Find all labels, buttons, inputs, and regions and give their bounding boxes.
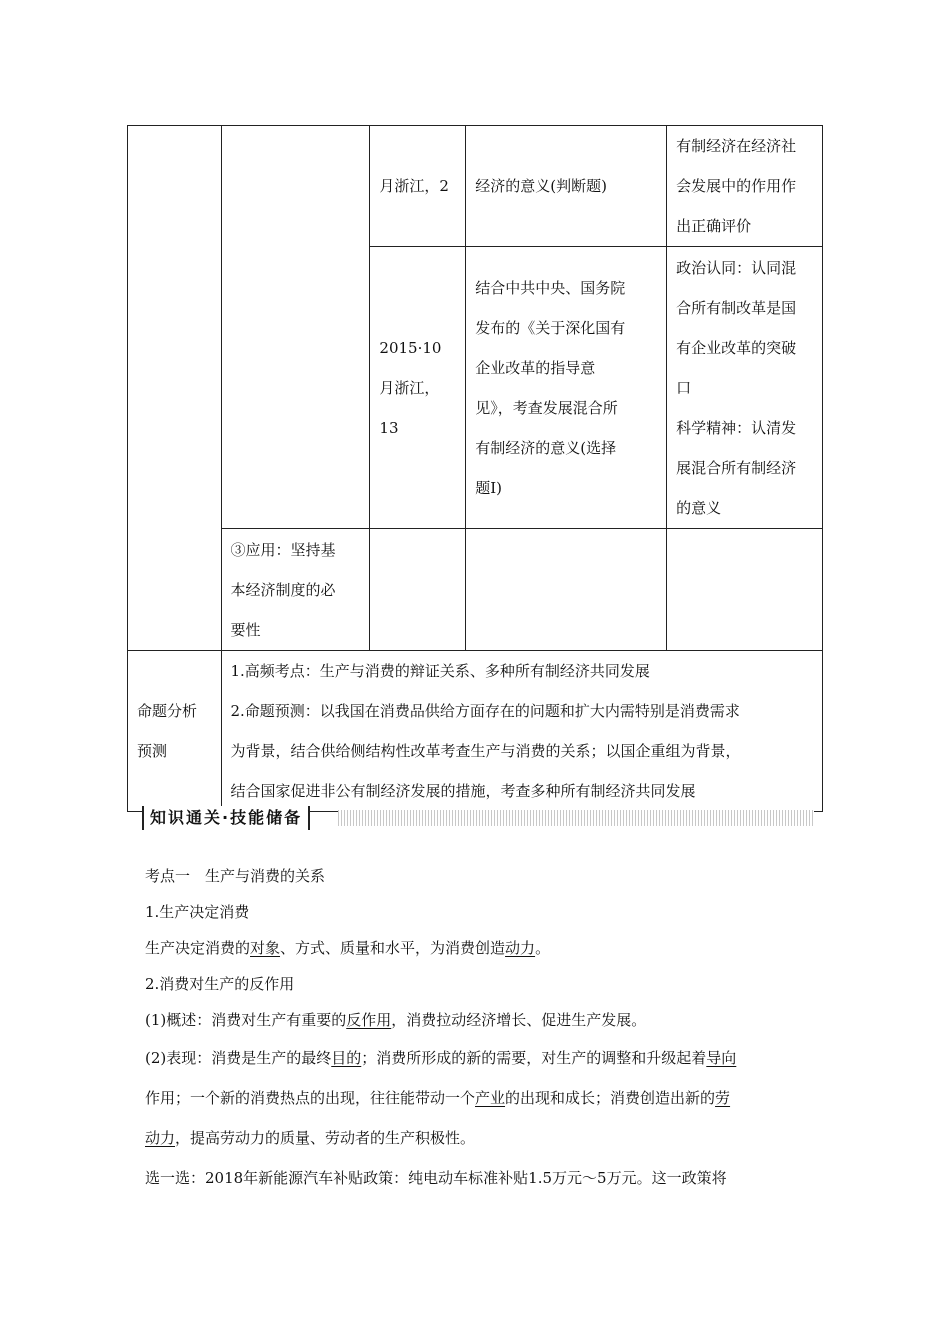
topic-heading: 考点一 生产与消费的关系 <box>145 867 326 885</box>
exam-time-cell: 月浙江，2 <box>370 126 466 247</box>
goal-cell: 有制经济在经济社 会发展中的作用作 出正确评价 <box>667 126 823 247</box>
banner-stripe <box>338 810 814 826</box>
table-row <box>128 126 823 247</box>
exam-content-cell: 结合中共中央、国务院 发布的《关于深化国有 企业改革的指导意 见》，考查发展混合所 有制经济的意义(选择 题Ⅰ) <box>466 247 667 529</box>
section-banner-title: 知识通关·技能储备 <box>142 806 310 830</box>
empty-cell <box>221 126 370 529</box>
empty-cell <box>370 529 466 651</box>
knowledge-point-cell: ③应用：坚持基 本经济制度的必 要性 <box>221 529 370 651</box>
paragraph: (1)概述：消费对生产有重要的反作用，消费拉动经济增长、促进生产发展。 <box>145 1011 647 1029</box>
paragraph: (2)表现：消费是生产的最终目的；消费所形成的新的需要，对生产的调整和升级起着导向 <box>145 1049 737 1067</box>
exam-table <box>127 125 823 812</box>
analysis-row <box>128 651 823 812</box>
analysis-label-cell: 命题分析 预测 <box>128 651 222 812</box>
paragraph: 作用；一个新的消费热点的出现，往往能带动一个产业的出现和成长；消费创造出新的劳 <box>145 1089 731 1107</box>
table-row <box>128 529 823 651</box>
empty-cell <box>667 529 823 651</box>
section-title: 1.生产决定消费 <box>145 903 250 921</box>
empty-cell <box>128 126 222 651</box>
analysis-content-cell: 1.高频考点：生产与消费的辩证关系、多种所有制经济共同发展 2.命题预测：以我国在消费品供给方面存在的问题和扩大内需特别是消费需求 为背景，结合供给侧结构性改革考查生产与消费的关系；以国企重组为背景， 结合国家促进非公有制经济发展的措施，考查多种所有制经济共同发展 <box>221 651 823 812</box>
study-content <box>145 858 815 1198</box>
goal-cell: 政治认同：认同混 合所有制改革是国 有企业改革的突破 口 科学精神：认清发 展混合所有制经济 的意义 <box>667 247 823 529</box>
exam-content-cell: 经济的意义(判断题) <box>466 126 667 247</box>
paragraph: 动力，提高劳动力的质量、劳动者的生产积极性。 <box>145 1129 476 1147</box>
exam-time-cell: 2015·10 月浙江，13 <box>370 247 466 529</box>
empty-cell <box>466 529 667 651</box>
paragraph: 生产决定消费的对象、方式、质量和水平，为消费创造动力。 <box>145 939 551 957</box>
section-title: 2.消费对生产的反作用 <box>145 975 295 993</box>
paragraph: 选一选：2018年新能源汽车补贴政策：纯电动车标准补贴1.5万元～5万元。这一政策将 <box>145 1169 727 1187</box>
section-banner <box>142 806 814 830</box>
